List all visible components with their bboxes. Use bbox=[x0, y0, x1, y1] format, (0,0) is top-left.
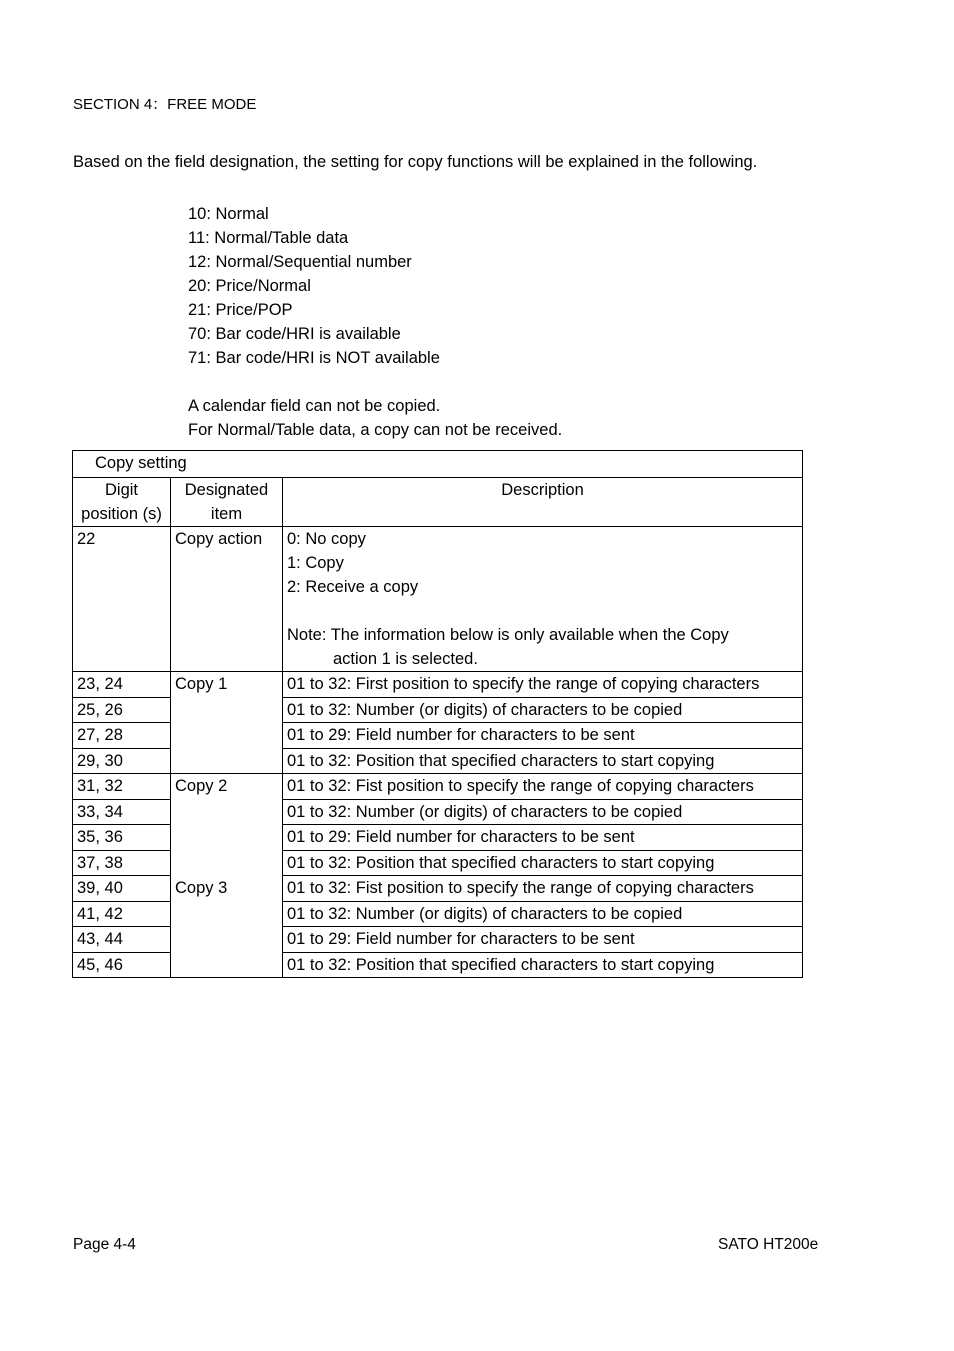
table-row bbox=[73, 697, 803, 723]
description-cell: 01 to 32: Fist position to specify the range of copying characters bbox=[283, 876, 803, 902]
item-cell bbox=[171, 748, 283, 774]
list-item: 10: Normal bbox=[188, 205, 269, 223]
section-header: SECTION 4：FREE MODE bbox=[73, 96, 257, 113]
header-description: Description bbox=[283, 478, 803, 527]
table-row bbox=[73, 723, 803, 749]
digit-cell: 29, 30 bbox=[73, 748, 171, 774]
description-cell: 01 to 29: Field number for characters to be sent bbox=[283, 825, 803, 851]
list-item: 12: Normal/Sequential number bbox=[188, 253, 412, 271]
table-row bbox=[73, 927, 803, 953]
field-type-list bbox=[188, 202, 440, 370]
table-row bbox=[73, 850, 803, 876]
description-cell: 01 to 32: Number (or digits) of characters to be copied bbox=[283, 799, 803, 825]
description-cell: 01 to 32: Number (or digits) of characters to be copied bbox=[283, 697, 803, 723]
item-cell bbox=[171, 850, 283, 876]
header-digit-position: Digit position (s) bbox=[73, 478, 171, 527]
description-cell: 01 to 32: Position that specified characters to start copying bbox=[283, 850, 803, 876]
description-cell: 01 to 32: First position to specify the range of copying characters bbox=[283, 672, 803, 698]
description-cell: 01 to 32: Position that specified characters to start copying bbox=[283, 952, 803, 978]
table-row bbox=[73, 876, 803, 902]
digit-cell: 41, 42 bbox=[73, 901, 171, 927]
digit-cell: 37, 38 bbox=[73, 850, 171, 876]
item-cell: Copy 1 bbox=[171, 672, 283, 698]
digit-cell: 31, 32 bbox=[73, 774, 171, 800]
digit-cell: 33, 34 bbox=[73, 799, 171, 825]
digit-cell: 22 bbox=[73, 527, 171, 672]
item-cell: Copy action bbox=[171, 527, 283, 672]
table-row bbox=[73, 672, 803, 698]
list-item: 21: Price/POP bbox=[188, 301, 293, 319]
description-cell: 01 to 32: Fist position to specify the range of copying characters bbox=[283, 774, 803, 800]
item-cell bbox=[171, 799, 283, 825]
note-line: A calendar field can not be copied. bbox=[188, 397, 441, 415]
table-header-row bbox=[73, 478, 803, 527]
list-item: 71: Bar code/HRI is NOT available bbox=[188, 349, 440, 367]
item-cell bbox=[171, 901, 283, 927]
intro-paragraph: Based on the field designation, the setting for copy functions will be explained in the following. bbox=[73, 153, 758, 171]
header-designated-item: Designated item bbox=[171, 478, 283, 527]
item-cell bbox=[171, 697, 283, 723]
table-row bbox=[73, 774, 803, 800]
table-row bbox=[73, 901, 803, 927]
item-cell bbox=[171, 825, 283, 851]
description-cell: 01 to 32: Position that specified characters to start copying bbox=[283, 748, 803, 774]
note-line: For Normal/Table data, a copy can not be received. bbox=[188, 421, 563, 439]
digit-cell: 23, 24 bbox=[73, 672, 171, 698]
digit-cell: 43, 44 bbox=[73, 927, 171, 953]
copy-setting-table bbox=[72, 450, 803, 978]
description-cell: 01 to 32: Number (or digits) of characters to be copied bbox=[283, 901, 803, 927]
table-row bbox=[73, 952, 803, 978]
digit-cell: 39, 40 bbox=[73, 876, 171, 902]
list-item: 70: Bar code/HRI is available bbox=[188, 325, 401, 343]
item-cell bbox=[171, 952, 283, 978]
table-row bbox=[73, 527, 803, 672]
digit-cell: 35, 36 bbox=[73, 825, 171, 851]
list-item: 20: Price/Normal bbox=[188, 277, 311, 295]
product-name: SATO HT200e bbox=[718, 1236, 819, 1253]
digit-cell: 25, 26 bbox=[73, 697, 171, 723]
description-cell: 01 to 29: Field number for characters to be sent bbox=[283, 927, 803, 953]
digit-cell: 27, 28 bbox=[73, 723, 171, 749]
item-cell bbox=[171, 927, 283, 953]
table-title: Copy setting bbox=[73, 451, 803, 478]
item-cell bbox=[171, 723, 283, 749]
item-cell: Copy 3 bbox=[171, 876, 283, 902]
table-row bbox=[73, 748, 803, 774]
digit-cell: 45, 46 bbox=[73, 952, 171, 978]
table-row bbox=[73, 825, 803, 851]
list-item: 11: Normal/Table data bbox=[188, 229, 349, 247]
table-row bbox=[73, 799, 803, 825]
item-cell: Copy 2 bbox=[171, 774, 283, 800]
notes bbox=[188, 394, 562, 442]
description-cell: 01 to 29: Field number for characters to be sent bbox=[283, 723, 803, 749]
description-cell: 0: No copy 1: Copy 2: Receive a copy Note: The information below is only available when the Copy action 1 is selected. bbox=[283, 527, 803, 672]
page-number: Page 4-4 bbox=[73, 1236, 136, 1253]
